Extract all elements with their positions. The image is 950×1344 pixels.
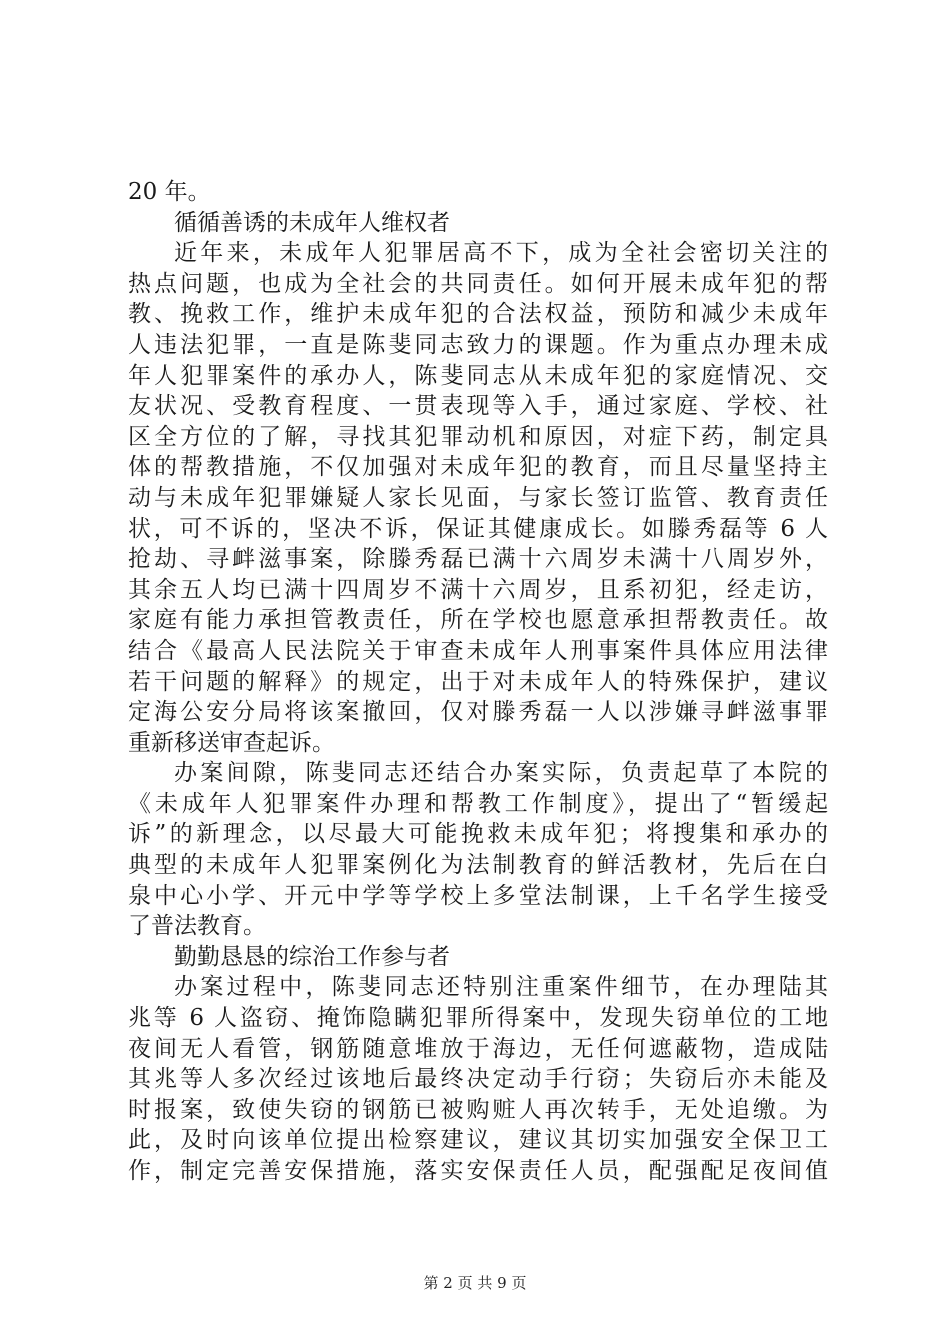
text-line: 定海公安分局将该案撤回，仅对滕秀磊一人以涉嫌寻衅滋事罪 bbox=[128, 699, 828, 726]
text-line: 动与未成年犯罪嫌疑人家长见面，与家长签订监管、教育责任 bbox=[128, 484, 828, 511]
text-line: 重新移送审查起诉。 bbox=[128, 729, 335, 756]
text-line: 兆等 6 人盗窃、掩饰隐瞒犯罪所得案中，发现失窃单位的工地 bbox=[128, 1005, 828, 1032]
text-line: 体的帮教措施，不仅加强对未成年犯的教育，而且尽量坚持主 bbox=[128, 454, 828, 481]
text-line: 教、挽救工作，维护未成年犯的合法权益，预防和减少未成年 bbox=[128, 301, 828, 328]
text-line: 状，可不诉的，坚决不诉，保证其健康成长。如滕秀磊等 6 人 bbox=[128, 515, 828, 542]
text-line: 作，制定完善安保措施，落实安保责任人员，配强配足夜间值 bbox=[128, 1158, 828, 1184]
text-line: 20 年。 bbox=[128, 179, 211, 205]
text-line: 年人犯罪案件的承办人，陈斐同志从未成年犯的家庭情况、交 bbox=[128, 362, 828, 389]
text-line: 办案间隙，陈斐同志还结合办案实际，负责起草了本院的 bbox=[174, 760, 828, 787]
text-line: 其余五人均已满十四周岁不满十六周岁，且系初犯，经走访， bbox=[128, 576, 828, 603]
section-heading: 勤勤恳恳的综治工作参与者 bbox=[174, 943, 450, 970]
page-footer: 第 2 页 共 9 页 bbox=[423, 1274, 527, 1292]
text-line: 泉中心小学、开元中学等学校上多堂法制课，上千名学生接受 bbox=[128, 882, 828, 909]
text-line: 友状况、受教育程度、一贯表现等入手，通过家庭、学校、社 bbox=[128, 393, 828, 420]
text-line: 时报案，致使失窃的钢筋已被购赃人再次转手，无处追缴。为 bbox=[128, 1096, 828, 1123]
text-line: 人违法犯罪，一直是陈斐同志致力的课题。作为重点办理未成 bbox=[128, 331, 828, 358]
text-line: 了普法教育。 bbox=[128, 913, 266, 940]
text-line: 办案过程中，陈斐同志还特别注重案件细节，在办理陆其 bbox=[174, 974, 828, 1001]
text-line: 《未成年人犯罪案件办理和帮教工作制度》，提出了“暂缓起 bbox=[128, 790, 828, 817]
text-line: 诉”的新理念，以尽最大可能挽救未成年犯；将搜集和承办的 bbox=[128, 821, 828, 848]
text-line: 结合《最高人民法院关于审查未成年人刑事案件具体应用法律 bbox=[128, 637, 828, 664]
text-line: 抢劫、寻衅滋事案，除滕秀磊已满十六周岁未满十八周岁外， bbox=[128, 546, 828, 573]
text-line: 若干问题的解释》的规定，出于对未成年人的特殊保护，建议 bbox=[128, 668, 828, 695]
document-body bbox=[128, 177, 828, 1187]
text-line: 区全方位的了解，寻找其犯罪动机和原因，对症下药，制定具 bbox=[128, 423, 828, 450]
text-line: 此，及时向该单位提出检察建议，建议其切实加强安全保卫工 bbox=[128, 1127, 828, 1154]
text-line: 典型的未成年人犯罪案例化为法制教育的鲜活教材，先后在白 bbox=[128, 852, 828, 879]
text-line: 热点问题，也成为全社会的共同责任。如何开展未成年犯的帮 bbox=[128, 270, 828, 297]
text-line: 家庭有能力承担管教责任，所在学校也愿意承担帮教责任。故 bbox=[128, 607, 828, 634]
text-line: 夜间无人看管，钢筋随意堆放于海边，无任何遮蔽物，造成陆 bbox=[128, 1035, 828, 1062]
text-line: 其兆等人多次经过该地后最终决定动手行窃；失窃后亦未能及 bbox=[128, 1066, 828, 1093]
section-heading: 循循善诱的未成年人维权者 bbox=[174, 209, 450, 236]
text-line: 近年来，未成年人犯罪居高不下，成为全社会密切关注的 bbox=[174, 240, 828, 267]
